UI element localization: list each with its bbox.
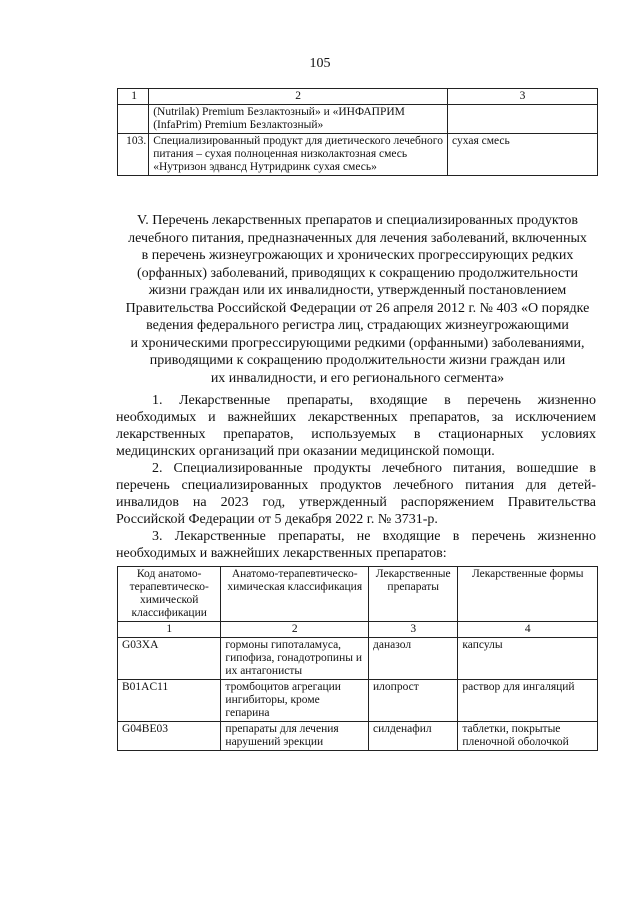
atc-code: G04BE03 <box>118 722 221 751</box>
column-header-code: Код анатомо-терапевтическо-химической классификации <box>118 567 221 622</box>
drug-form: капсулы <box>458 638 598 680</box>
paragraph-line: необходимых и важнейших лекарственных препаратов, за исключением <box>116 410 596 425</box>
top-table-header-cell: 1 <box>118 89 149 105</box>
drug-name: даназол <box>369 638 458 680</box>
product-form <box>448 105 598 134</box>
paragraph-line: перечень специализированных продуктов лечебного питания для детей- <box>116 478 596 493</box>
section-title-line: в перечень жизнеугрожающих и хронических прогрессирующих редких <box>141 248 574 263</box>
section-title-line: приводящими к сокращению продолжительности жизни граждан или <box>149 353 566 368</box>
column-number: 4 <box>458 622 598 638</box>
column-number-row <box>118 622 598 638</box>
top-table-header-cell: 3 <box>448 89 598 105</box>
paragraph-line: медицинских организаций при оказании медицинской помощи. <box>116 444 495 459</box>
atc-classification: препараты для лечения нарушений эрекции <box>221 722 369 751</box>
column-header-drugs: Лекарственные препараты <box>369 567 458 622</box>
table-row <box>118 638 598 680</box>
top-table <box>117 88 598 176</box>
section-title-line: (орфанных) заболеваний, приводящих к сокращению продолжительности <box>137 265 578 281</box>
section-title-line: жизни граждан или их инвалидности, утвержденный постановлением <box>148 283 567 298</box>
paragraph-line: 1. Лекарственные препараты, входящие в перечень жизненно <box>152 393 596 408</box>
section-title <box>110 212 605 387</box>
drug-form: раствор для ингаляций <box>458 680 598 722</box>
column-number: 3 <box>369 622 458 638</box>
paragraph-line: 3. Лекарственные препараты, не входящие в перечень жизненно <box>152 529 596 544</box>
drug-form: таблетки, покрытые пленочной оболочкой <box>458 722 598 751</box>
table-row <box>118 134 598 176</box>
paragraph-line: Российской Федерации от 5 декабря 2022 г. № 3731-р. <box>116 512 438 527</box>
paragraph-2 <box>116 460 596 528</box>
column-number: 2 <box>221 622 369 638</box>
paragraph-line: необходимых и важнейших лекарственных препаратов: <box>116 546 447 561</box>
paragraph-3 <box>116 528 596 562</box>
row-number <box>118 105 149 134</box>
paragraph-line: инвалидов на 2023 год, утвержденный распоряжением Правительства <box>116 495 596 510</box>
product-name: (Nutrilak) Premium Безлактозный» и «ИНФАПРИМ (InfaPrim) Premium Безлактозный» <box>149 105 448 134</box>
paragraph-line: 2. Специализированные продукты лечебного питания, вошедшие в <box>152 461 596 476</box>
section-title-line: Правительства Российской Федерации от 26 апреля 2012 г. № 403 «О порядке <box>125 300 590 316</box>
column-header-classification: Анатомо-терапевтическо-химическая классификация <box>221 567 369 622</box>
table-header-row <box>118 567 598 622</box>
product-form: сухая смесь <box>448 134 598 176</box>
table-row <box>118 680 598 722</box>
section-title-line: и хроническими прогрессирующими редкими (орфанными) заболеваниями, <box>130 335 585 351</box>
table-row <box>118 722 598 751</box>
product-name: Специализированный продукт для диетического лечебного питания – сухая полноценная низколактозная смесь «Нутризон эдвансд Нутридринк сухая смесь» <box>149 134 448 176</box>
table-row <box>118 105 598 134</box>
drug-name: силденафил <box>369 722 458 751</box>
drugs-table <box>117 566 598 751</box>
atc-classification: гормоны гипоталамуса, гипофиза, гонадотропины и их антагонисты <box>221 638 369 680</box>
atc-classification: тромбоцитов агрегации ингибиторы, кроме гепарина <box>221 680 369 722</box>
top-table-header-row <box>118 89 598 105</box>
section-title-line: ведения федерального регистра лиц, страдающих жизнеугрожающими <box>146 318 569 333</box>
atc-code: B01AC11 <box>118 680 221 722</box>
column-number: 1 <box>118 622 221 638</box>
atc-code: G03XA <box>118 638 221 680</box>
top-table-header-cell: 2 <box>149 89 448 105</box>
paragraph-line: лекарственных препаратов, используемых в стационарных условиях <box>116 427 596 442</box>
section-title-line: лечебного питания, предназначенных для лечения заболеваний, включенных <box>128 230 587 246</box>
section-title-line: их инвалидности, и его регионального сегмента» <box>210 370 505 386</box>
paragraph-1 <box>116 392 596 460</box>
column-header-forms: Лекарственные формы <box>458 567 598 622</box>
page-number: 105 <box>309 56 331 71</box>
row-number: 103. <box>118 134 149 176</box>
drug-name: илопрост <box>369 680 458 722</box>
section-title-line: V. Перечень лекарственных препаратов и специализированных продуктов <box>136 213 579 228</box>
